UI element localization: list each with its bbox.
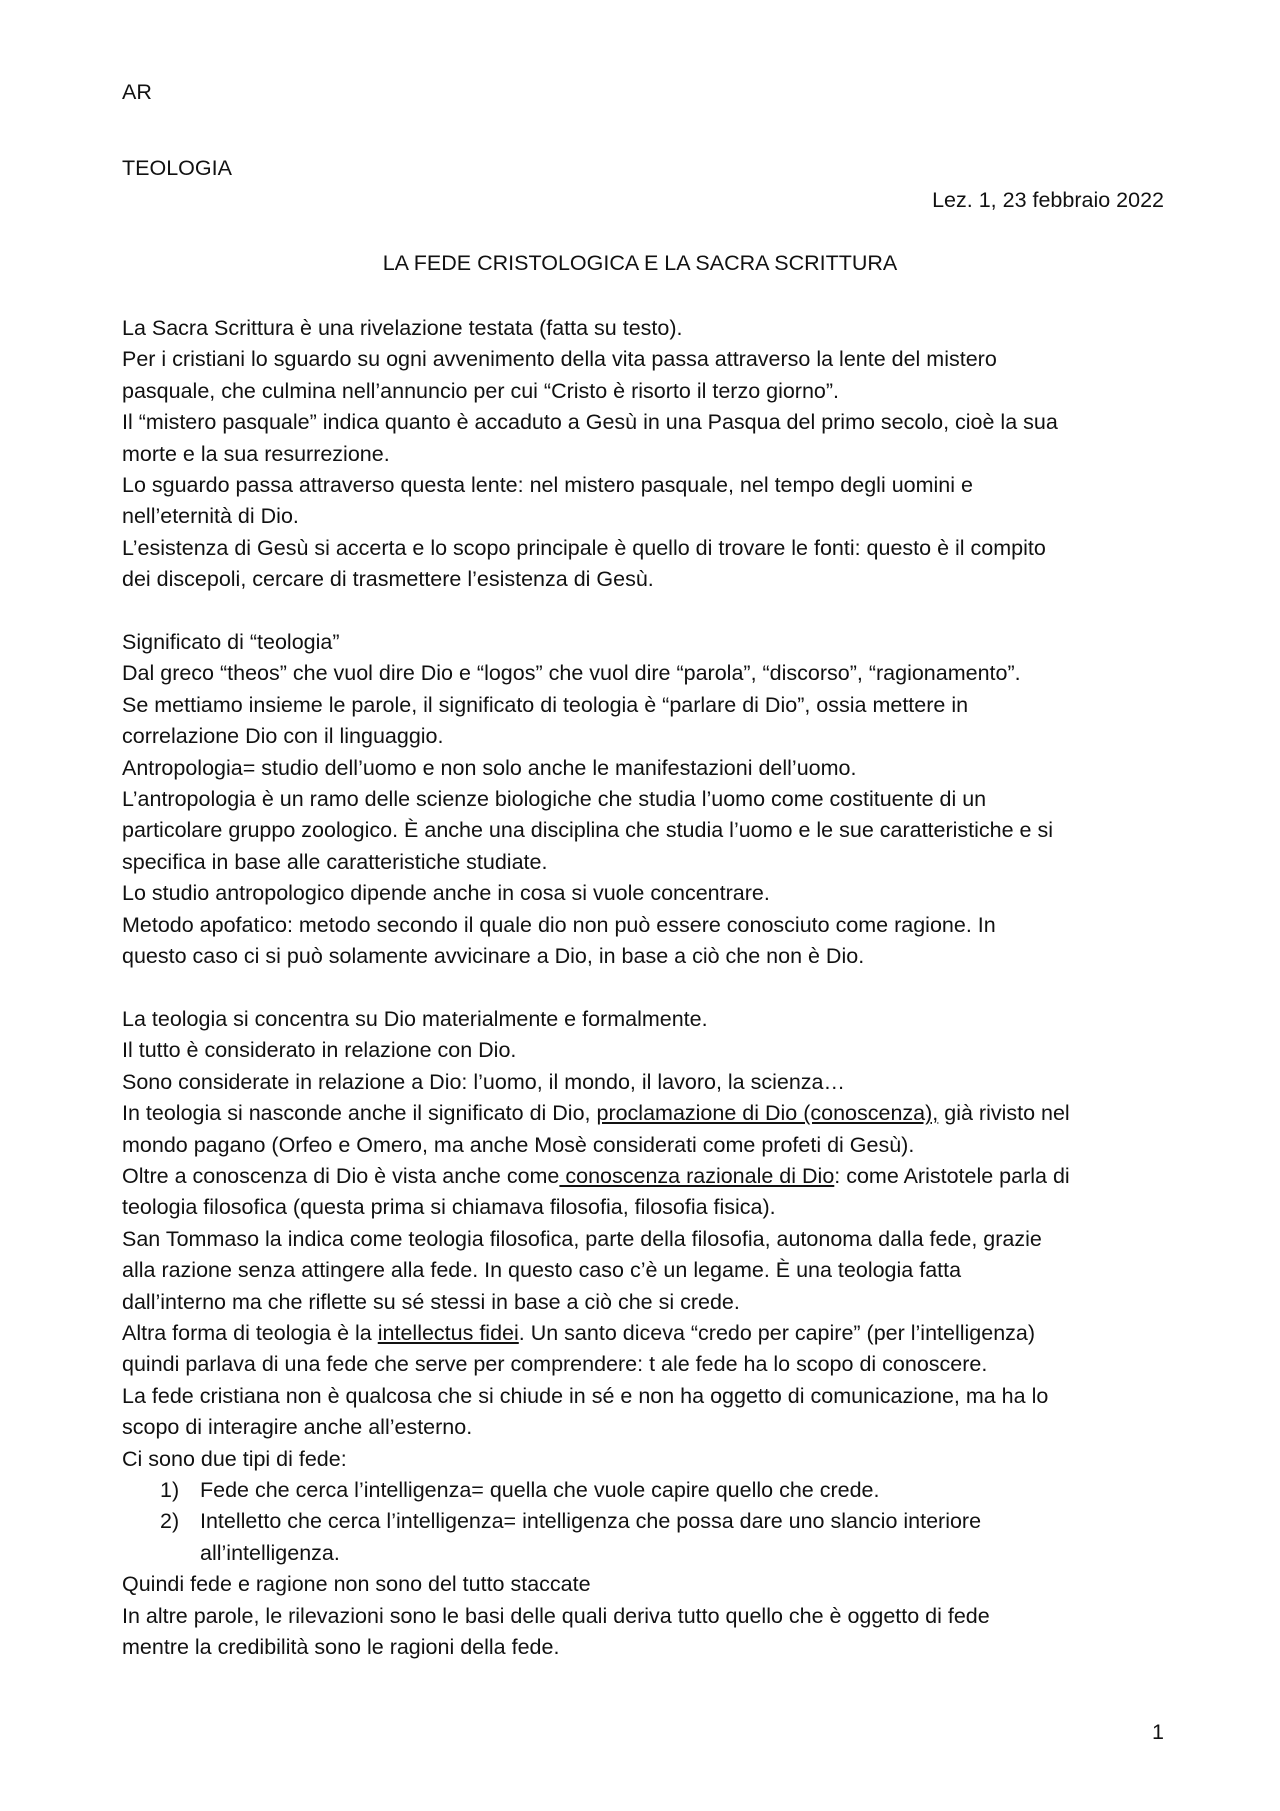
list-number: 2) bbox=[160, 1509, 180, 1534]
text-line: Significato di “teologia” bbox=[122, 630, 340, 655]
text-line: morte e la sua resurrezione. bbox=[122, 441, 390, 466]
text-line: L’antropologia è un ramo delle scienze biologiche che studia l’uomo come costituente di un bbox=[122, 787, 987, 812]
underlined-term: proclamazione di Dio (conoscenza), bbox=[596, 1101, 939, 1126]
text-line: Antropologia= studio dell’uomo e non solo anche le manifestazioni dell’uomo. bbox=[122, 755, 857, 780]
text-line: Lo studio antropologico dipende anche in cosa si vuole concentrare. bbox=[122, 881, 770, 906]
text-line: Lo sguardo passa attraverso questa lente: nel mistero pasquale, nel tempo degli uomini e bbox=[122, 473, 973, 498]
text-line: Per i cristiani lo sguardo su ogni avvenimento della vita passa attraverso la lente del mistero bbox=[122, 347, 997, 372]
text-line: alla razione senza attingere alla fede. In questo caso c’è un legame. È una teologia fatta bbox=[122, 1258, 962, 1283]
paragraph-gap bbox=[122, 973, 1172, 1004]
document-body bbox=[122, 313, 1172, 1663]
list-item bbox=[122, 1506, 1172, 1569]
lesson-date: Lez. 1, 23 febbraio 2022 bbox=[932, 188, 1164, 212]
text-run: Oltre a conoscenza di Dio è vista anche come bbox=[122, 1163, 560, 1188]
text-run: In teologia si nasconde anche il significato di Dio, bbox=[122, 1101, 597, 1126]
text-line: Il “mistero pasquale” indica quanto è accaduto a Gesù in una Pasqua del primo secolo, cioè la sua bbox=[122, 410, 1058, 435]
text-line: Il tutto è considerato in relazione con Dio. bbox=[122, 1038, 517, 1063]
list-number: 1) bbox=[160, 1478, 180, 1502]
text-line: particolare gruppo zoologico. È anche una disciplina che studia l’uomo e le sue caratteristiche e si bbox=[122, 818, 1054, 843]
text-run: : come Aristotele parla di bbox=[834, 1163, 1070, 1188]
text-line: questo caso ci si può solamente avvicinare a Dio, in base a ciò che non è Dio. bbox=[122, 944, 865, 969]
text-run: . Un santo diceva “credo per capire” (per l’intelligenza) bbox=[518, 1320, 1036, 1345]
text-line: La Sacra Scrittura è una rivelazione testata (fatta su testo). bbox=[122, 316, 683, 340]
underlined-term: conoscenza razionale di Dio bbox=[559, 1163, 835, 1188]
text-line: Quindi fede e ragione non sono del tutto staccate bbox=[122, 1572, 591, 1597]
text-line: dei discepoli, cercare di trasmettere l’esistenza di Gesù. bbox=[122, 567, 654, 592]
list-text: Intelletto che cerca l’intelligenza= intelligenza che possa dare uno slancio interiore bbox=[200, 1509, 982, 1534]
underlined-term: intellectus fidei bbox=[377, 1320, 519, 1345]
text-line: quindi parlava di una fede che serve per comprendere: t ale fede ha lo scopo di conoscere. bbox=[122, 1352, 988, 1377]
list-item bbox=[122, 1475, 1172, 1506]
text-line: correlazione Dio con il linguaggio. bbox=[122, 724, 444, 749]
text-line bbox=[122, 1161, 1172, 1192]
section-teologia bbox=[122, 1004, 1172, 1664]
text-line: In altre parole, le rilevazioni sono le basi delle quali deriva tutto quello che è oggetto di fede bbox=[122, 1603, 990, 1628]
list-text-continued: all’intelligenza. bbox=[200, 1540, 340, 1565]
text-line bbox=[122, 1318, 1172, 1349]
list-text: Fede che cerca l’intelligenza= quella che vuole capire quello che crede. bbox=[200, 1478, 880, 1502]
text-line: La fede cristiana non è qualcosa che si chiude in sé e non ha oggetto di comunicazione, ma ha lo bbox=[122, 1383, 1049, 1408]
text-line: Se mettiamo insieme le parole, il significato di teologia è “parlare di Dio”, ossia mettere in bbox=[122, 692, 969, 717]
text-line: Metodo apofatico: metodo secondo il quale dio non può essere conosciuto come ragione. In bbox=[122, 912, 996, 937]
text-line: dall’interno ma che riflette su sé stessi in base a ciò che si crede. bbox=[122, 1289, 740, 1314]
author-initials: AR bbox=[122, 80, 152, 104]
paragraph-gap bbox=[122, 596, 1172, 627]
text-line: nell’eternità di Dio. bbox=[122, 504, 299, 529]
text-line: mentre la credibilità sono le ragioni della fede. bbox=[122, 1635, 560, 1660]
text-line: San Tommaso la indica come teologia filosofica, parte della filosofia, autonoma dalla fede, grazie bbox=[122, 1226, 1042, 1251]
text-line: scopo di interagire anche all’esterno. bbox=[122, 1415, 473, 1440]
text-line: mondo pagano (Orfeo e Omero, ma anche Mosè considerati come profeti di Gesù). bbox=[122, 1132, 915, 1157]
text-line: Ci sono due tipi di fede: bbox=[122, 1446, 347, 1471]
text-run: Altra forma di teologia è la bbox=[122, 1320, 378, 1345]
text-line: Sono considerate in relazione a Dio: l’uomo, il mondo, il lavoro, la scienza… bbox=[122, 1069, 846, 1094]
text-line: teologia filosofica (questa prima si chiamava filosofia, filosofia fisica). bbox=[122, 1195, 776, 1220]
text-run: già rivisto nel bbox=[938, 1101, 1070, 1126]
text-line: L’esistenza di Gesù si accerta e lo scopo principale è quello di trovare le fonti: questo è il compito bbox=[122, 535, 1046, 560]
section-significato bbox=[122, 627, 1172, 972]
subject-heading: TEOLOGIA bbox=[122, 156, 232, 180]
page-number: 1 bbox=[1152, 1720, 1164, 1744]
text-line: specifica in base alle caratteristiche studiate. bbox=[122, 849, 548, 874]
text-line: pasquale, che culmina nell’annuncio per cui “Cristo è risorto il terzo giorno”. bbox=[122, 378, 840, 403]
document-title: LA FEDE CRISTOLOGICA E LA SACRA SCRITTURA bbox=[382, 251, 898, 275]
text-line bbox=[122, 1098, 1172, 1129]
text-line: La teologia si concentra su Dio materialmente e formalmente. bbox=[122, 1006, 708, 1031]
section-intro bbox=[122, 313, 1172, 596]
text-line: Dal greco “theos” che vuol dire Dio e “logos” che vuol dire “parola”, “discorso”, “ragionamento”. bbox=[122, 661, 1021, 686]
faith-types-list bbox=[122, 1475, 1172, 1569]
